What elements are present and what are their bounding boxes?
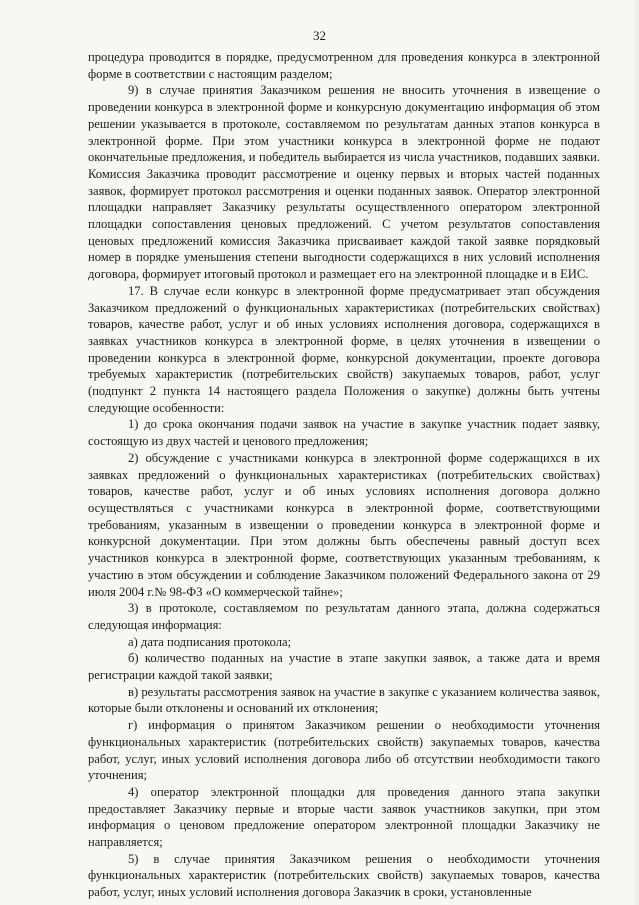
paragraph-item-1: 1) до срока окончания подачи заявок на участие в закупке участник подает заявку, состоящую из двух частей и ценового предложения; [88,417,600,449]
paragraph-item-2: 2) обсуждение с участниками конкурса в электронной форме содержащихся в их заявках предложений о функциональных характеристиках (потребительских свойствах) товаров, качестве работ, услуг и об иных условиях исполнения договора должно осуществляться с участниками конкурса в электронной форме, соответствующими требованиям, указанным в извещении о проведении конкурса в электронной форме и конкурсной документации. При этом должны быть обеспечены равный доступ всех участников конкурса в электронной форме, соответствующих указанным требованиям, к участию в этом обсуждении и соблюдение Заказчиком положений Федерального закона от 29 июля 2004 г.№ 98-ФЗ «О коммерческой тайне»; [88,450,600,599]
page-number: 32 [313,28,326,43]
paragraph-section-17: 17. В случае если конкурс в электронной форме предусматривает этап обсуждения Заказчиком предложений о функциональных характеристиках (потребительских свойствах) товаров, качестве работ, услуг и об иных условиях исполнения договора, содержащихся в заявках участников конкурса в электронной форме, в целях уточнения в извещении о проведении конкурса в электронной форме, конкурсной документации, проекте договора требуемых характеристик (потребительских свойств) закупаемых товаров, работ, услуг (подпункт 2 пункта 14 настоящего раздела Положения о закупке) должны быть учтены следующие особенности: [88,283,600,415]
paragraph-item-5: 5) в случае принятия Заказчиком решения о необходимости уточнения функциональных характеристик (потребительских свойств) закупаемых товаров, качества работ, услуг, иных условий исполнения договора Заказчик в сроки, установленные [88,851,600,900]
paragraph-item-9: 9) в случае принятия Заказчиком решения не вносить уточнения в извещение о проведении конкурса в электронной форме и конкурсную документацию информация об этом решении указывается в протоколе, составляемом по результатам данных этапов конкурса в электронной форме. При этом участники конкурса в электронной форме не подают окончательные предложения, и победитель выбирается из числа участников, подавших заявки. Комиссия Заказчика проводит рассмотрение и оценку первых и вторых частей поданных заявок, формирует протокол рассмотрения и оценки поданных заявок. Оператор электронной площадки направляет Заказчику результаты осуществленного оператором электронной площадки сопоставления ценовых предложений. С учетом результатов сопоставления ценовых предложений комиссия Заказчика присваивает каждой такой заявке порядковый номер в порядке уменьшения степени выгодности содержащихся в них условий исполнения договора, формирует итоговый протокол и размещает его на электронной площадке и в ЕИС. [88,83,600,282]
document-body [88,49,600,901]
paragraph-item-3: 3) в протоколе, составляемом по результатам данного этапа, должна содержаться следующая информация: [88,601,600,632]
paragraph-subitem-a: а) дата подписания протокола; [128,634,292,649]
paragraph-subitem-v: в) результаты рассмотрения заявок на участие в закупке с указанием количества заявок, которые были отклонены и оснований их отклонения; [88,684,600,716]
paragraph-item-4: 4) оператор электронной площадки для проведения данного этапа закупки предоставляет Заказчику первые и вторые части заявок участников закупки, при этом информация о ценовом предложение оператором электронной площадки Заказчику не направляется; [88,784,600,850]
paragraph-subitem-b: б) количество поданных на участие в этапе закупки заявок, а также дата и время регистрации каждой такой заявки; [88,651,600,683]
paragraph-continuation: процедура проводится в порядке, предусмотренном для проведения конкурса в электронной форме в соответствии с настоящим разделом; [88,50,600,81]
paragraph-subitem-g: г) информация о принятом Заказчиком решении о необходимости уточнения функциональных характеристик (потребительских свойств) закупаемых товаров, качества работ, услуг, иных условий исполнения договора либо об отсутствии необходимости такого уточнения; [88,718,600,783]
scan-edge-shadow [631,0,639,905]
